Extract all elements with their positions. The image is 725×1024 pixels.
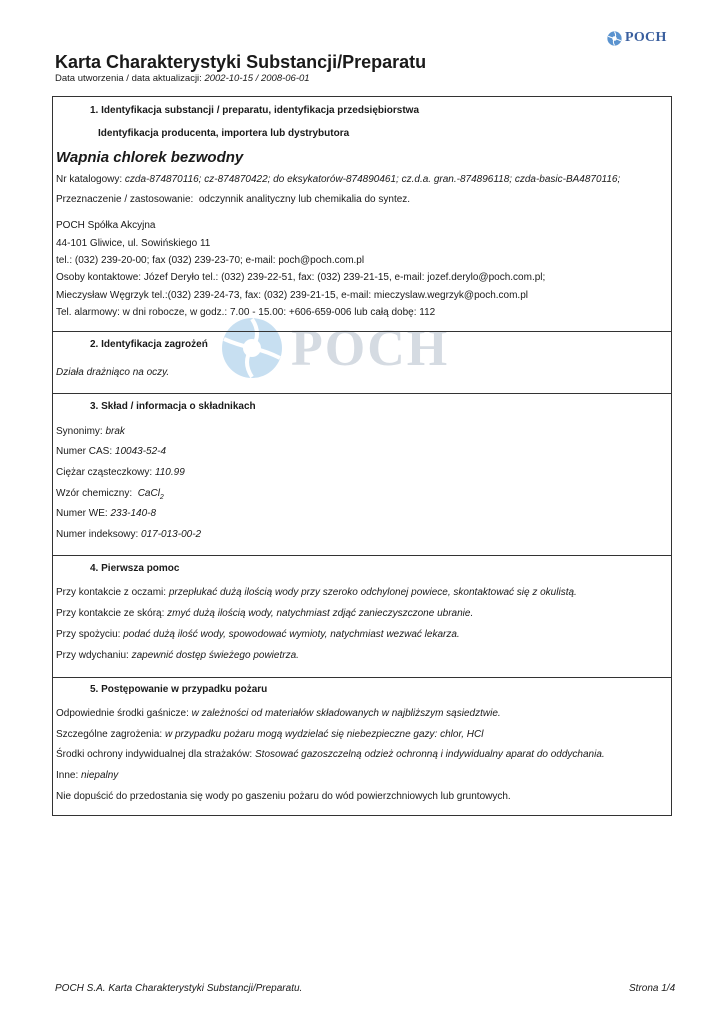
section-4-heading: 4. Pierwsza pomoc	[90, 563, 180, 574]
mass-value: 110.99	[154, 467, 185, 478]
inhalation-label: Przy wdychaniu:	[56, 650, 129, 661]
hazard-value: Działa drażniąco na oczy.	[56, 367, 170, 378]
eyes-value: przepłukać dużą ilością wody przy szeroko odchylonej powiece, skontaktować się z okulistą.	[168, 587, 577, 598]
chemical-formula	[56, 488, 164, 501]
catalog-label: Nr katalogowy:	[56, 174, 123, 185]
content-frame	[52, 96, 672, 816]
first-aid-skin	[56, 608, 473, 619]
other-label: Inne:	[56, 770, 79, 781]
we-value: 233-140-8	[110, 508, 157, 519]
other-value: niepalny	[81, 770, 119, 781]
inhalation-value: zapewnić dostęp świeżego powietrza.	[131, 650, 299, 661]
ppe-label: Środki ochrony indywidualnej dla strażaków:	[56, 749, 253, 760]
ppe-value: Stosować gazoszczelną odzież ochronną i indywidualny aparat do oddychania.	[255, 749, 605, 760]
formula-value	[138, 488, 164, 499]
purpose	[56, 194, 410, 205]
agents-label: Odpowiednie środki gaśnicze:	[56, 708, 189, 719]
hazard-text	[56, 367, 169, 378]
dates-value: 2002-10-15 / 2008-06-01	[204, 73, 310, 84]
section-2-heading: 2. Identyfikacja zagrożeń	[90, 339, 208, 350]
catalog-value: czda-874870116; cz-874870422; do eksykatorów-874890461; cz.d.a. gran.-874896118; czda-basic-BA4870116;	[124, 174, 621, 185]
molecular-mass	[56, 467, 185, 478]
footer-document-name: POCH S.A. Karta Charakterystyki Substancji/Preparatu.	[55, 983, 303, 994]
first-aid-inhalation	[56, 650, 299, 661]
section-5-heading: 5. Postępowanie w przypadku pożaru	[90, 684, 268, 695]
water-runoff-note: Nie dopuścić do przedostania się wody po gaszeniu pożaru do wód powierzchniowych lub gruntowych.	[56, 791, 511, 802]
section-divider	[53, 677, 671, 678]
synonyms	[56, 426, 125, 437]
hazards-label: Szczególne zagrożenia:	[56, 729, 163, 740]
ingestion-label: Przy spożyciu:	[56, 629, 121, 640]
dates-label: Data utworzenia / data aktualizacji:	[55, 73, 202, 84]
skin-label: Przy kontakcie ze skórą:	[56, 608, 165, 619]
cas-number	[56, 446, 166, 457]
section-1-heading: 1. Identyfikacja substancji / preparatu, identyfikacja przedsiębiorstwa	[90, 105, 419, 116]
section-divider	[53, 393, 671, 394]
footer-page-number: Strona 1/4	[629, 983, 676, 994]
skin-value: zmyć dużą ilością wody, natychmiast zdjąć zanieczyszczone ubranie.	[167, 608, 474, 619]
we-number	[56, 508, 156, 519]
company-name: POCH Spółka Akcyjna	[56, 220, 156, 231]
eyes-label: Przy kontakcie z oczami:	[56, 587, 167, 598]
firefighter-ppe	[56, 749, 605, 760]
poch-watermark	[221, 311, 497, 385]
product-name: Wapnia chlorek bezwodny	[56, 149, 244, 166]
poch-logo	[607, 28, 673, 48]
ingestion-value: podać dużą ilość wody, spowodować wymioty, natychmiast wezwać lekarza.	[123, 629, 460, 640]
emergency-phone: Tel. alarmowy: w dni robocze, w godz.: 7.00 - 15.00: +606-659-006 lub całą dobę: 112	[56, 307, 436, 318]
document-dates	[55, 73, 310, 84]
hazards-value: w przypadku pożaru mogą wydzielać się niebezpieczne gazy: chlor, HCl	[164, 729, 484, 740]
cas-value: 10043-52-4	[114, 446, 167, 457]
index-value: 017-013-00-2	[141, 529, 202, 540]
formula-subscript: 2	[159, 494, 164, 501]
synonyms-value: brak	[105, 426, 125, 437]
special-hazards	[56, 729, 483, 740]
section-divider	[53, 555, 671, 556]
purpose-value: odczynnik analityczny lub chemikalia do syntez.	[198, 194, 411, 205]
poch-logo-icon	[607, 31, 622, 46]
contact-person-1: Osoby kontaktowe: Józef Deryło tel.: (032) 239-22-51, fax: (032) 239-21-15, e-mail: jozef.derylo@poch.com.pl;	[56, 272, 546, 283]
company-address: 44-101 Gliwice, ul. Sowińskiego 11	[56, 238, 211, 249]
we-label: Numer WE:	[56, 508, 108, 519]
agents-value: w zależności od materiałów składowanych w najbliższym sąsiedztwie.	[191, 708, 501, 719]
company-contact: tel.: (032) 239-20-00; fax (032) 239-23-70; e-mail: poch@poch.com.pl	[56, 255, 365, 266]
section-divider	[53, 331, 671, 332]
cas-label: Numer CAS:	[56, 446, 113, 457]
section-3-heading: 3. Skład / informacja o składnikach	[90, 401, 256, 412]
index-number	[56, 529, 201, 540]
watermark-logo-icon	[221, 317, 283, 379]
catalog-numbers	[56, 174, 620, 185]
purpose-label: Przeznaczenie / zastosowanie:	[56, 194, 194, 205]
first-aid-ingestion	[56, 629, 460, 640]
page-title: Karta Charakterystyki Substancji/Preparatu	[55, 52, 427, 72]
first-aid-eyes	[56, 587, 577, 598]
formula-label: Wzór chemiczny:	[56, 488, 133, 499]
mass-label: Ciężar cząsteczkowy:	[56, 467, 153, 478]
index-label: Numer indeksowy:	[56, 529, 139, 540]
logo-text: POCH	[625, 30, 667, 45]
watermark-text: POCH	[291, 319, 450, 377]
section-1-subheading: Identyfikacja producenta, importera lub dystrybutora	[98, 128, 350, 139]
synonyms-label: Synonimy:	[56, 426, 103, 437]
formula-main: CaCl	[137, 488, 160, 499]
extinguishing-agents	[56, 708, 501, 719]
contact-person-2: Mieczysław Węgrzyk tel.:(032) 239-24-73, fax: (032) 239-21-15, e-mail: mieczyslaw.wegrzyk@poch.com.pl	[56, 290, 528, 301]
other-info	[56, 770, 118, 781]
